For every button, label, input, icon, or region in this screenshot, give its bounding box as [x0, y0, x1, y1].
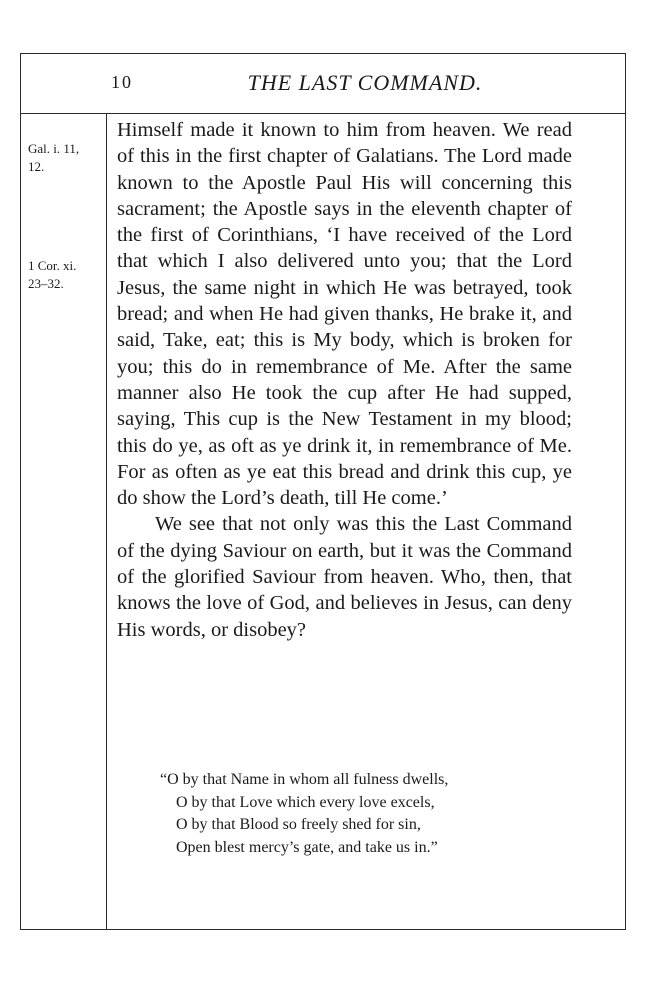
margin-note-galatians [28, 140, 102, 176]
running-title: THE LAST COMMAND. [247, 70, 483, 95]
margin-note-line: 1 Cor. xi. [28, 258, 77, 273]
verse-line: O by that Love which every love excels, [176, 793, 435, 811]
verse-line: “O by that Name in whom all fulness dwells, [160, 771, 449, 788]
verse-line: Open blest mercy’s gate, and take us in.” [176, 838, 438, 856]
hymn-verse [160, 769, 560, 859]
margin-rule [106, 113, 107, 930]
margin-note-line: 12. [28, 159, 45, 174]
body-text [117, 117, 572, 643]
margin-note-line: Gal. i. 11, [28, 141, 80, 156]
verse-line: O by that Blood so freely shed for sin, [176, 816, 421, 833]
margin-note-line: 23–32. [28, 276, 64, 291]
header-rule [20, 113, 626, 114]
margin-note-corinthians [28, 257, 102, 293]
paragraph: We see that not only was this the Last Command of the dying Saviour on earth, but it was the Command of the glorified Saviour from heaven. Who, then, that knows the love of God, and believes in Jesus, can deny His words, or disobey? [117, 513, 572, 641]
page-number: 10 [111, 72, 133, 92]
paragraph: Himself made it known to him from heaven. We read of this in the first chapter of Galatians. The Lord made known to the Apostle Paul His will concerning this sacrament; the Apostle says in the eleventh chapter of the first of Corinthians, ‘I have received of the Lord that which I also delivered unto you; that the Lord Jesus, the same night in which He was betrayed, took bread; and when He had given thanks, He brake it, and said, Take, eat; this is My body, which is broken for you; this do in remembrance of Me. After the same manner also He took the cup after He had supped, saying, This cup is the New Testament in my blood; this do ye, as oft as ye drink it, in remembrance of Me. For as often as ye eat this bread and drink this cup, ye do show the Lord’s death, till He come.’ [117, 119, 572, 510]
